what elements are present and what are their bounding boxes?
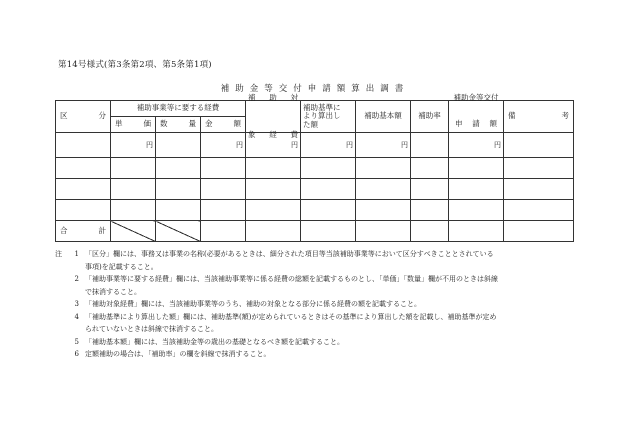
diagonal-strike (156, 221, 201, 242)
calculation-table (55, 92, 574, 242)
form-number: 第14号様式(第3条第2項、第5条第1項) (58, 60, 212, 70)
yen-unit: 円 (201, 133, 246, 158)
yen-unit: 円 (246, 133, 301, 158)
yen-unit: 円 (111, 133, 156, 158)
note-item: 注 1 「区分」欄には、事務又は事業の名称(必要があるときは、細分された項目等当該補助事業等において区分すべきこととされている 事項)を記載すること。 (55, 250, 494, 271)
header-rate: 補助率 (411, 101, 449, 133)
document-title: 補助金等交付申請額算出調書 (220, 84, 410, 94)
note-item: 5 「補助基本額」欄には、当該補助金等の歳出の基礎となるべき額を記載すること。 (74, 337, 344, 346)
note-item: 6 定額補助の場合は、「補助率」の欄を斜線で抹消すること。 (74, 350, 271, 358)
header-grant-request: 補助金等交付 申 請 額 (449, 101, 504, 133)
notes-section (55, 248, 575, 361)
header-expense: 補助事業等に要する経費 (111, 101, 246, 117)
table-row (56, 133, 574, 158)
table-row (56, 200, 574, 221)
total-label: 合 計 (56, 221, 111, 242)
header-calculated-amount: 補助基準に より算出し た額 (301, 101, 356, 133)
yen-unit: 円 (301, 133, 356, 158)
note-item: 3 「補助対象経費」欄には、当該補助事業等のうち、補助の対象となる部分に係る経費の額を記載すること。 (74, 300, 421, 308)
header-target-expense: 補 助 対 象 経 費 (246, 101, 301, 133)
yen-unit: 円 (356, 133, 411, 158)
diagonal-strike (111, 221, 156, 242)
header-quantity: 数 量 (156, 117, 201, 133)
table-row (56, 158, 574, 179)
total-row (56, 221, 574, 242)
header-unit-price: 単 価 (111, 117, 156, 133)
note-item: 4 「補助基準により算出した額」欄には、補助基準(額)が定められているときはその基準により算出した額を記載し、補助基準が定め られていないときは斜線で抹消すること。 (74, 312, 497, 333)
header-remarks: 備 考 (504, 101, 574, 133)
table-row (56, 179, 574, 200)
header-basic-amount: 補助基本額 (356, 101, 411, 133)
yen-unit: 円 (449, 133, 504, 158)
header-amount: 金 額 (201, 117, 246, 133)
header-category: 区 分 (56, 101, 111, 133)
note-item: 2 「補助事業等に要する経費」欄には、当該補助事業等に係る経費の総額を記載するものとし、「単価」「数量」欄が不用のときは斜線 で抹消すること。 (74, 275, 498, 296)
